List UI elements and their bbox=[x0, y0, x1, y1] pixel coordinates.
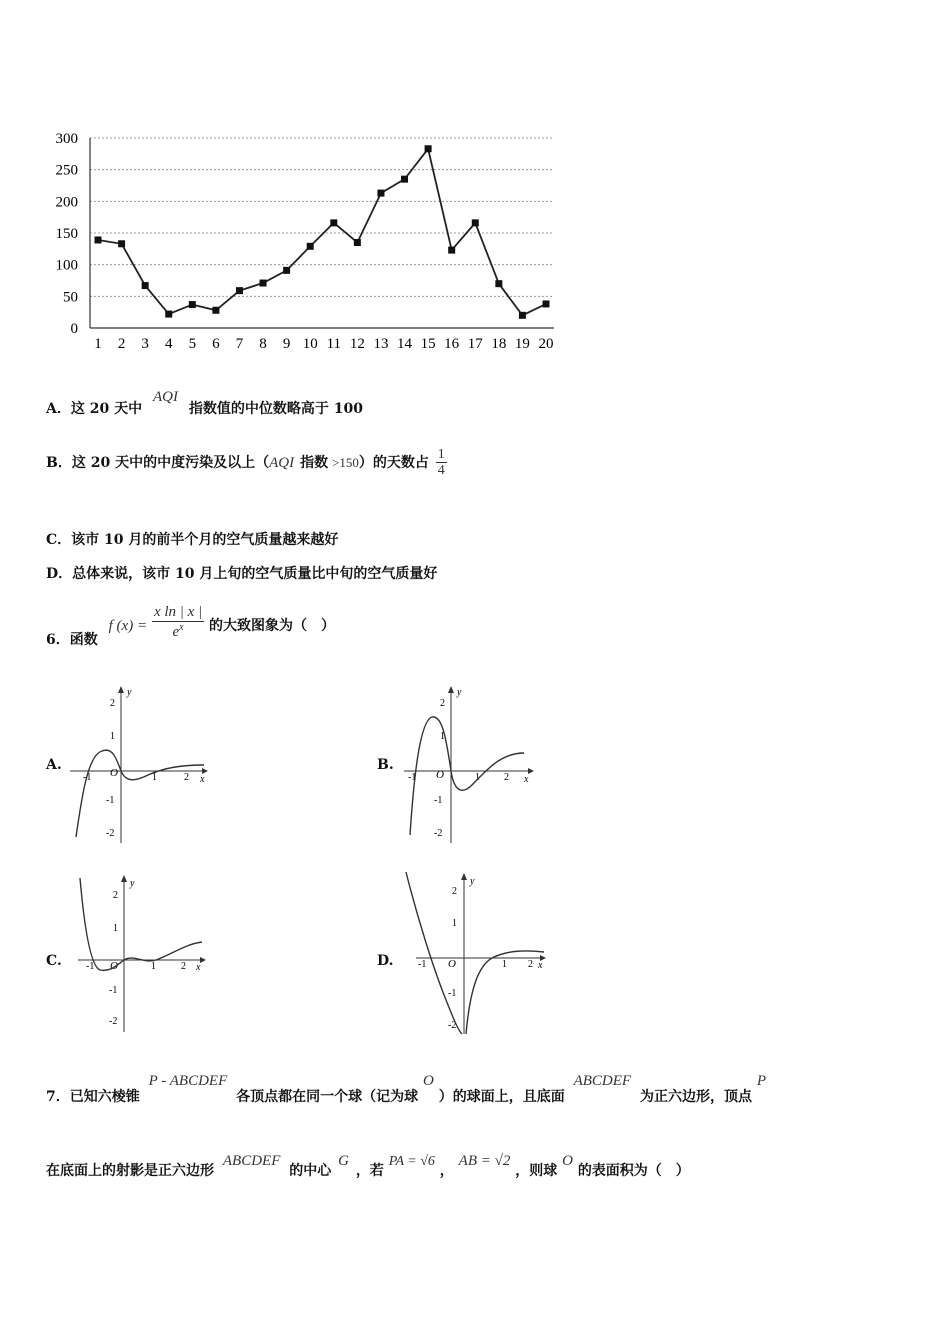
chart-x-tick-labels bbox=[94, 336, 553, 352]
graph-b-xtick-1: 1 bbox=[475, 772, 480, 783]
x-tick-label-6: 6 bbox=[212, 336, 220, 352]
y-tick-label-50: 50 bbox=[63, 289, 78, 306]
graph-c-origin: O bbox=[110, 960, 118, 972]
data-point-day-3 bbox=[142, 282, 149, 289]
graph-a-x-label: x bbox=[200, 774, 205, 785]
data-point-day-18 bbox=[495, 280, 502, 287]
x-tick-label-14: 14 bbox=[397, 336, 413, 352]
q7-prefix: 7．已知六棱锥 bbox=[46, 1089, 140, 1105]
option-b-cond: >150 bbox=[332, 454, 359, 470]
graph-a-xtick-1: 1 bbox=[152, 772, 157, 783]
data-point-day-9 bbox=[283, 267, 290, 274]
graph-c-y-label: y bbox=[130, 878, 135, 889]
graph-a-curve bbox=[76, 750, 204, 837]
q6-fraction bbox=[152, 604, 204, 640]
option-b-fraction bbox=[436, 447, 447, 479]
q7-ab-value: AB = √2 bbox=[458, 1153, 511, 1169]
data-point-day-2 bbox=[118, 240, 125, 247]
graph-b-xtick-neg1: -1 bbox=[408, 772, 417, 783]
data-point-day-14 bbox=[401, 176, 408, 183]
data-point-day-4 bbox=[165, 311, 172, 318]
graph-d-xtick-1: 1 bbox=[502, 959, 507, 970]
data-point-day-16 bbox=[448, 247, 455, 254]
graph-a-xtick-neg1: -1 bbox=[83, 772, 92, 783]
data-point-day-5 bbox=[189, 301, 196, 308]
q6-graph-c bbox=[72, 874, 212, 1034]
graph-b-ytick-2: 2 bbox=[440, 698, 445, 709]
x-tick-label-13: 13 bbox=[373, 336, 389, 352]
x-tick-label-11: 11 bbox=[326, 336, 342, 352]
graph-a-ytick-neg2: -2 bbox=[106, 828, 115, 839]
data-point-day-8 bbox=[260, 280, 267, 287]
q6-denominator bbox=[152, 622, 204, 641]
graph-a-xtick-2: 2 bbox=[184, 772, 189, 783]
x-tick-label-12: 12 bbox=[349, 336, 365, 352]
q6-suffix: 的大致图象为（ ） bbox=[209, 618, 336, 634]
option-b-suffix: ）的天数占 bbox=[358, 454, 429, 471]
q7-vertex-p: P bbox=[756, 1073, 766, 1089]
graph-c-curve bbox=[80, 878, 202, 970]
data-point-day-19 bbox=[519, 312, 526, 319]
q6-den-exponent: x bbox=[179, 621, 184, 633]
data-point-day-15 bbox=[425, 145, 432, 152]
graph-a-y-label: y bbox=[127, 687, 132, 698]
q6-prefix: 6．函数 bbox=[46, 632, 98, 648]
x-tick-label-16: 16 bbox=[444, 336, 460, 352]
data-point-day-6 bbox=[212, 307, 219, 314]
graph-b-ytick-1: 1 bbox=[440, 731, 445, 742]
q7-line2-text-2: 的中心 bbox=[289, 1163, 332, 1179]
x-tick-label-17: 17 bbox=[467, 336, 483, 352]
y-tick-label-100: 100 bbox=[55, 257, 78, 274]
data-point-day-7 bbox=[236, 287, 243, 294]
graph-a-origin: O bbox=[110, 767, 118, 779]
option-a-math: AQI bbox=[152, 389, 178, 405]
q7-text-2: ）的球面上，且底面 bbox=[438, 1089, 565, 1105]
graph-b-ytick-neg2: -2 bbox=[434, 828, 443, 839]
y-tick-label-300: 300 bbox=[55, 131, 78, 147]
q7-line2-text-1: 在底面上的射影是正六边形 bbox=[46, 1163, 214, 1179]
graph-c-ytick-neg1: -1 bbox=[109, 985, 118, 996]
q7-line2-comma: ， bbox=[439, 1163, 454, 1179]
graph-c-xtick-1: 1 bbox=[151, 961, 156, 972]
question-7-line-1 bbox=[46, 1070, 766, 1105]
option-a bbox=[46, 389, 363, 418]
q6-numerator: x ln | x | bbox=[153, 604, 203, 620]
graph-d-ytick-1: 1 bbox=[452, 918, 457, 929]
chart-gridlines bbox=[90, 138, 554, 296]
x-tick-label-5: 5 bbox=[188, 336, 197, 352]
q7-line2-text-5: 的表面积为（ ） bbox=[577, 1163, 690, 1179]
graph-d-origin: O bbox=[448, 958, 456, 970]
q7-pa-value: PA = √6 bbox=[388, 1154, 435, 1169]
option-c: C．该市 10 月的前半个月的空气质量越来越好 bbox=[46, 532, 339, 548]
data-point-day-17 bbox=[472, 219, 479, 226]
option-b bbox=[46, 447, 447, 479]
x-tick-label-7: 7 bbox=[235, 336, 244, 352]
option-b-mid: 指数 bbox=[300, 454, 329, 471]
graph-c-x-label: x bbox=[196, 962, 201, 973]
y-tick-label-150: 150 bbox=[55, 226, 78, 242]
graph-a-ytick-neg1: -1 bbox=[106, 795, 115, 806]
option-b-frac-den: 4 bbox=[437, 463, 445, 479]
q7-line2-o: O bbox=[562, 1153, 573, 1169]
q7-line2-text-3: ，若 bbox=[355, 1163, 384, 1179]
chart-y-tick-labels bbox=[56, 131, 79, 337]
q7-text-3: 为正六边形，顶点 bbox=[639, 1089, 752, 1105]
y-tick-label-200: 200 bbox=[55, 194, 78, 211]
graph-d-xtick-2: 2 bbox=[528, 959, 533, 970]
data-point-day-12 bbox=[354, 239, 361, 246]
x-tick-label-10: 10 bbox=[302, 336, 318, 352]
q6-option-b-label: B. bbox=[377, 757, 394, 773]
q7-line2-text-4: ，则球 bbox=[515, 1163, 558, 1179]
data-point-day-20 bbox=[543, 300, 550, 307]
data-point-day-10 bbox=[307, 243, 314, 250]
q6-option-d-label: D. bbox=[377, 953, 394, 969]
graph-b-y-label: y bbox=[457, 687, 462, 698]
x-tick-label-15: 15 bbox=[420, 336, 436, 352]
q6-option-a-label: A. bbox=[46, 757, 62, 773]
aqi-line-chart bbox=[40, 128, 570, 358]
graph-a-ytick-2: 2 bbox=[110, 698, 115, 709]
data-point-day-11 bbox=[330, 219, 337, 226]
x-tick-label-3: 3 bbox=[141, 336, 149, 352]
x-tick-label-4: 4 bbox=[164, 336, 173, 352]
x-tick-label-2: 2 bbox=[117, 336, 126, 352]
q7-base: ABCDEF bbox=[573, 1073, 632, 1089]
x-tick-label-20: 20 bbox=[538, 336, 554, 352]
q7-text-1: 各顶点都在同一个球（记为球 bbox=[236, 1089, 419, 1105]
x-tick-label-1: 1 bbox=[94, 336, 102, 352]
q6-graph-b bbox=[404, 685, 544, 845]
y-tick-label-250: 250 bbox=[55, 162, 78, 179]
aqi-series-points bbox=[95, 145, 550, 319]
q6-graph-d bbox=[404, 870, 552, 1038]
x-tick-label-19: 19 bbox=[514, 336, 530, 352]
graph-c-ytick-1: 1 bbox=[113, 923, 118, 934]
q7-center-g: G bbox=[338, 1153, 349, 1169]
x-tick-label-8: 8 bbox=[259, 336, 267, 352]
data-point-day-13 bbox=[377, 190, 384, 197]
graph-c-ytick-neg2: -2 bbox=[109, 1016, 118, 1027]
q6-den-base: e bbox=[172, 623, 180, 640]
graph-d-x-label: x bbox=[538, 960, 543, 971]
option-a-prefix: A．这 20 天中 bbox=[46, 401, 143, 417]
q7-line2-base: ABCDEF bbox=[222, 1153, 281, 1169]
graph-d-y-label: y bbox=[470, 876, 475, 887]
option-d: D．总体来说，该市 10 月上旬的空气质量比中旬的空气质量好 bbox=[46, 566, 438, 582]
x-tick-label-18: 18 bbox=[491, 336, 507, 352]
graph-c-xtick-neg1: -1 bbox=[86, 961, 95, 972]
graph-b-x-label: x bbox=[524, 774, 529, 785]
graph-c-xtick-2: 2 bbox=[181, 961, 186, 972]
graph-b-xtick-2: 2 bbox=[504, 772, 509, 783]
graph-d-xtick-neg1: -1 bbox=[418, 959, 427, 970]
option-a-suffix: 指数值的中位数略高于 100 bbox=[188, 401, 363, 417]
graph-d-ytick-neg1: -1 bbox=[448, 988, 457, 999]
y-tick-label-0: 0 bbox=[70, 321, 78, 337]
q6-lhs: f (x) = bbox=[108, 618, 148, 634]
graph-c-ytick-2: 2 bbox=[113, 890, 118, 901]
q6-option-c-label: C. bbox=[46, 953, 62, 969]
data-point-day-1 bbox=[95, 236, 102, 243]
question-7-line-2 bbox=[46, 1150, 690, 1179]
graph-d-ytick-neg2: -2 bbox=[448, 1020, 457, 1031]
graph-a-ytick-1: 1 bbox=[110, 731, 115, 742]
x-tick-label-9: 9 bbox=[282, 336, 291, 352]
option-b-frac-num: 1 bbox=[437, 447, 445, 462]
option-b-prefix: B．这 20 天中的中度污染及以上（ bbox=[46, 454, 270, 471]
q6-graph-a bbox=[70, 685, 210, 845]
option-b-math: AQI bbox=[269, 454, 295, 471]
aqi-series-line bbox=[98, 149, 546, 316]
graph-b-ytick-neg1: -1 bbox=[434, 795, 443, 806]
q7-pyramid: P - ABCDEF bbox=[148, 1073, 228, 1089]
graph-d-ytick-2: 2 bbox=[452, 886, 457, 897]
question-6 bbox=[46, 598, 336, 648]
graph-b-origin: O bbox=[436, 769, 444, 781]
q7-ball-o: O bbox=[422, 1073, 434, 1089]
